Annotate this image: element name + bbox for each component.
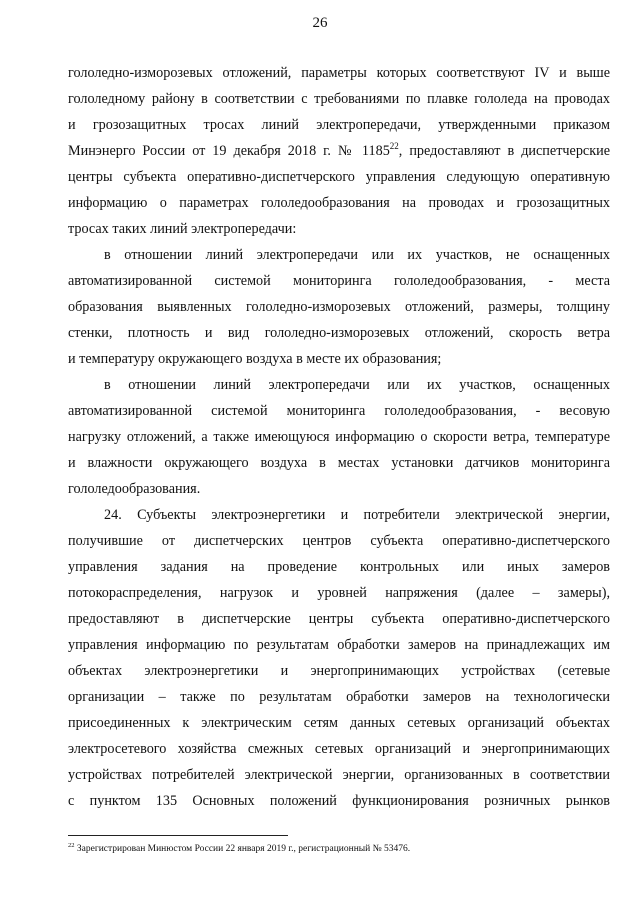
footnote-reference: 22 bbox=[389, 141, 399, 151]
text-line: потокораспределения, нагрузок и уровней напряжения (далее – замеры), bbox=[68, 585, 610, 601]
text-line: автоматизированной системой мониторинга гололедообразования, - весовую bbox=[68, 403, 610, 419]
text-line: с пунктом 135 Основных положений функционирования розничных рынков bbox=[68, 793, 610, 809]
text-line: гололедно-изморозевых отложений, параметры которых соответствуют IV и выше bbox=[68, 65, 610, 81]
text-line: и грозозащитных тросах линий электропередачи, утвержденными приказом bbox=[68, 117, 610, 133]
text-line: нагрузку отложений, а также имеющуюся информацию о скорости ветра, температуре bbox=[68, 429, 610, 445]
footnote-marker: 22 bbox=[68, 842, 75, 849]
text-line: электросетевого хозяйства смежных сетевых организаций и энергопринимающих bbox=[68, 741, 610, 757]
footnote-text: Зарегистрирован Минюстом России 22 января 2019 г., регистрационный № 53476. bbox=[76, 844, 411, 854]
text-line: организации – также по результатам обработки замеров на технологически bbox=[68, 689, 610, 705]
text-line: образования выявленных гололедно-изморозевых отложений, размеры, толщину bbox=[68, 299, 610, 315]
text-line: и влажности окружающего воздуха в местах установки датчиков мониторинга bbox=[68, 455, 610, 471]
text-line: управления информацию по результатам обработки замеров на принадлежащих им bbox=[68, 637, 610, 653]
text-line: тросах таких линий электропередачи: bbox=[68, 221, 297, 237]
text-line: в отношении линий электропередачи или их участков, не оснащенных bbox=[104, 247, 610, 263]
text-line: автоматизированной системой мониторинга гололедообразования, - места bbox=[68, 273, 610, 289]
text-line: стенки, плотность и вид гололедно-изморозевых отложений, скорость ветра bbox=[68, 325, 610, 341]
text-line: получившие от диспетчерских центров субъекта оперативно-диспетчерского bbox=[68, 533, 610, 549]
text-line: гололедообразования. bbox=[68, 481, 201, 497]
footnote bbox=[68, 844, 410, 854]
page-number: 26 bbox=[312, 15, 328, 31]
text-line: гололедному району в соответствии с требованиями по плавке гололеда на проводах bbox=[68, 91, 610, 107]
text-segment: , предоставляют в диспетчерские bbox=[398, 143, 611, 159]
text-line: и температуру окружающего воздуха в месте их образования; bbox=[68, 351, 442, 367]
text-line: устройствах потребителей электрической энергии, организованных в соответствии bbox=[68, 767, 610, 783]
text-segment: Минэнерго России от 19 декабря 2018 г. № 1185 bbox=[68, 143, 390, 159]
text-line: предоставляют в диспетчерские центры субъекта оперативно-диспетчерского bbox=[68, 611, 610, 627]
text-line: информацию о параметрах гололедообразования на проводах и грозозащитных bbox=[68, 195, 610, 211]
text-line: управления задания на проведение контрольных или иных замеров bbox=[68, 559, 610, 575]
text-line: присоединенных к электрическим сетям данных сетевых организаций объектах bbox=[68, 715, 610, 731]
text-line: центры субъекта оперативно-диспетчерского управления следующую оперативную bbox=[68, 169, 610, 185]
text-line: в отношении линий электропередачи или их участков, оснащенных bbox=[104, 377, 610, 393]
text-line-with-footnote-ref bbox=[68, 142, 610, 160]
text-line: 24. Субъекты электроэнергетики и потребители электрической энергии, bbox=[104, 507, 610, 523]
text-line: объектах электроэнергетики и энергопринимающих устройствах (сетевые bbox=[68, 663, 610, 679]
footnote-divider bbox=[68, 835, 288, 836]
